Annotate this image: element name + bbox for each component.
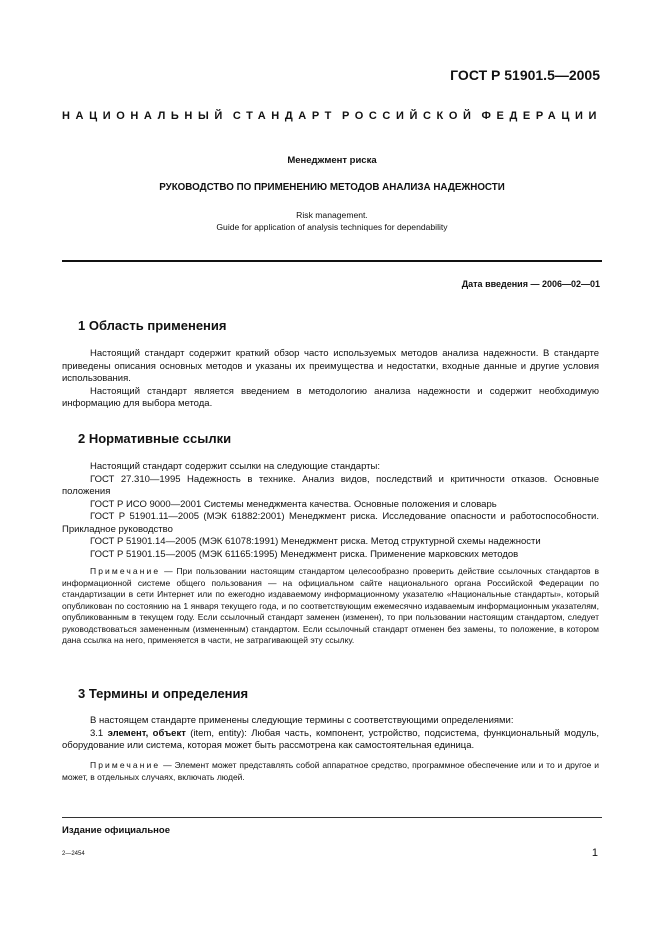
english-title-line-2: Guide for application of analysis techniques for dependability xyxy=(216,222,448,232)
term-definition xyxy=(62,728,599,753)
banner-word: РОССИЙСКОЙ xyxy=(341,110,477,122)
introduction-date: Дата введения — 2006—02—01 xyxy=(461,279,600,289)
section-1-body xyxy=(62,348,599,411)
paragraph: Настоящий стандарт содержит краткий обзор часто используемых методов анализа надежности. В стандарте приведены описания основных методов и указаны их преимущества и недостатки, входные данные и другие условия использования. xyxy=(62,348,599,384)
paragraph: Настоящий стандарт содержит ссылки на следующие стандарты: xyxy=(90,461,380,472)
document-number: ГОСТ Р 51901.5—2005 xyxy=(450,67,600,83)
section-2-body xyxy=(62,461,599,647)
reference-item: ГОСТ Р 51901.14—2005 (МЭК 61078:1991) Менеджмент риска. Метод структурной схемы надежности xyxy=(90,536,541,547)
official-edition-label: Издание официальное xyxy=(62,825,170,836)
section-1-heading: 1 Область применения xyxy=(78,318,227,333)
note-text: — При пользовании настоящим стандартом целесообразно проверить действие ссылочных стандартов в информационной системе общего пользования — на официальном сайте национального органа Российской Федерации по стандартизации в сети Интернет или по ежегодно издаваемому информационному указателю «Национальные стандарты», который опубликован по состоянию на 1 января текущего года, и по соответствующим ежемесячно издаваемым информационным указателям, опубликованным в текущем году. Если ссылочный стандарт заменен (изменен), то при пользовании настоящим стандартом, следует руководствоваться замененным (измененным) стандартом. Если ссылочный стандарт отменен без замены, то положение, в котором дана ссылка на него, применяется в части, не затрагивающей эту ссылку. xyxy=(62,566,599,645)
section-3-heading: 3 Термины и определения xyxy=(78,686,249,701)
banner-word: СТАНДАРТ xyxy=(232,110,337,122)
paragraph: В настоящем стандарте применены следующие термины с соответствующими определениями: xyxy=(90,715,514,726)
reference-item: ГОСТ 27.310—1995 Надежность в технике. Анализ видов, последствий и критичности отказов. Основные положения xyxy=(62,473,599,497)
page-number: 1 xyxy=(591,847,598,859)
note-text: — Элемент может представлять собой аппаратное средство, программное обеспечение или и то и другое и может, в отдельных случаях, включать людей. xyxy=(62,760,599,782)
term-text: (item, entity): Любая часть, компонент, устройство, подсистема, функциональный модуль, оборудование или система, которая может быть рассмотрена как самостоятельная единица. xyxy=(62,727,599,751)
english-title-line-1: Risk management. xyxy=(296,210,368,220)
section-3-note xyxy=(62,760,599,783)
banner-word: ФЕДЕРАЦИИ xyxy=(481,110,602,122)
series-title: Менеджмент риска xyxy=(287,155,377,166)
reference-item: ГОСТ Р 51901.15—2005 (МЭК 61165:1995) Менеджмент риска. Применение марковских методов xyxy=(90,548,519,560)
term-number: 3.1 xyxy=(90,727,108,739)
note-label: Примечание xyxy=(90,566,161,576)
section-3-body xyxy=(62,715,599,753)
reference-item: ГОСТ Р ИСО 9000—2001 Системы менеджмента качества. Основные положения и словарь xyxy=(90,498,497,510)
banner-word: НАЦИОНАЛЬНЫЙ xyxy=(62,110,228,122)
note-label: Примечание xyxy=(90,760,161,770)
note xyxy=(62,566,599,647)
footer-divider xyxy=(62,817,602,818)
print-code: 2—2454 xyxy=(62,851,85,857)
note xyxy=(62,760,599,783)
paragraph: Настоящий стандарт является введением в методологию анализа надежности и содержит необходимую информацию для выбора метода. xyxy=(62,385,599,409)
section-2-heading: 2 Нормативные ссылки xyxy=(78,431,232,446)
document-title: РУКОВОДСТВО ПО ПРИМЕНЕНИЮ МЕТОДОВ АНАЛИЗА НАДЕЖНОСТИ xyxy=(159,182,505,193)
term-name: элемент, объект xyxy=(107,727,186,739)
reference-item: ГОСТ Р 51901.11—2005 (МЭК 61882:2001) Менеджмент риска. Исследование опасности и работоспособности. Прикладное руководство xyxy=(62,511,599,535)
national-standard-banner xyxy=(62,110,602,122)
title-divider xyxy=(62,260,602,262)
